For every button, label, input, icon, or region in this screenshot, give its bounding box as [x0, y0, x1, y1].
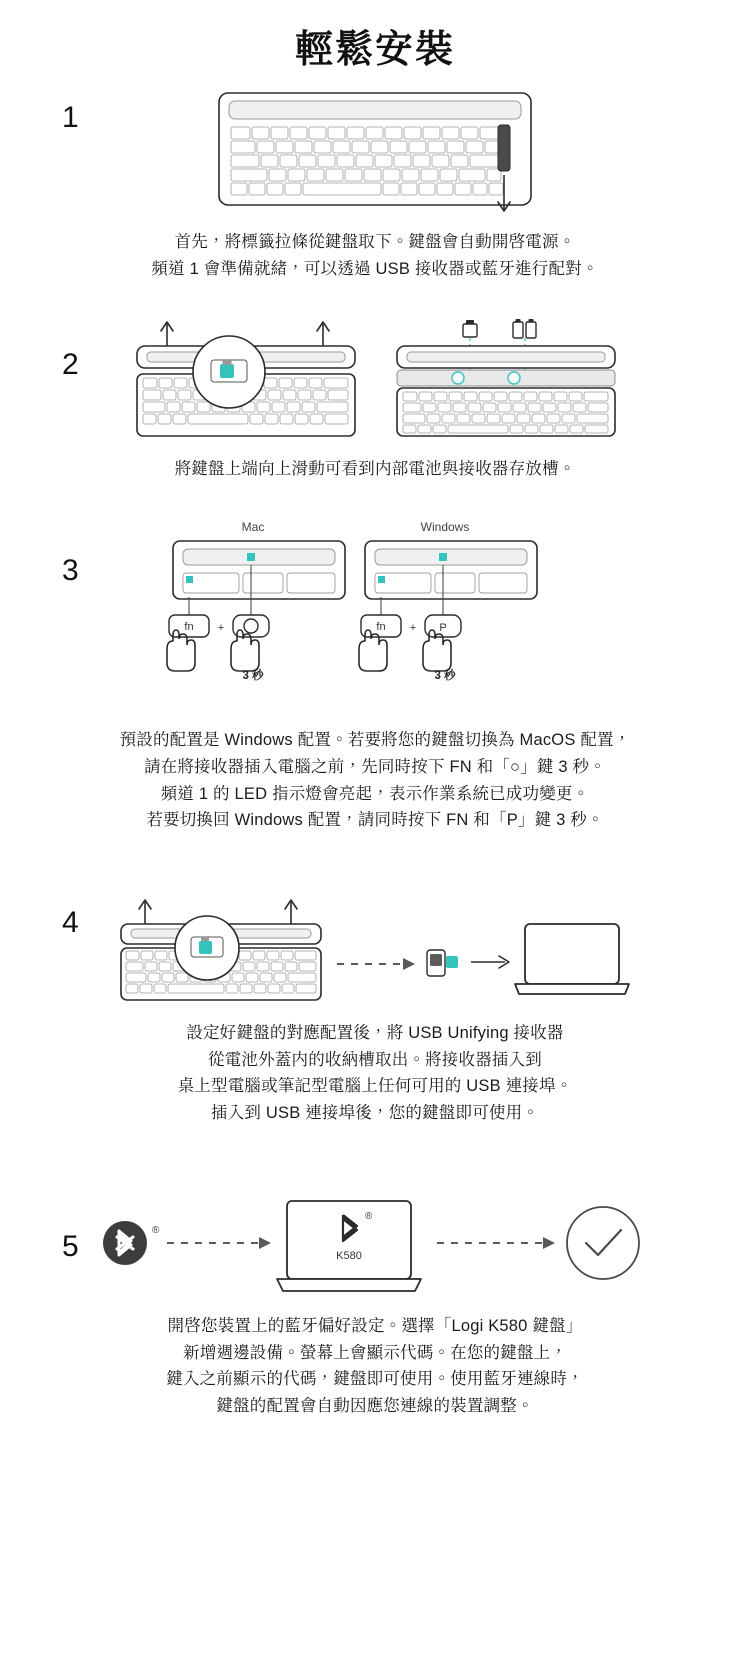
step-5-caption-line-2: 新增週邊設備。螢幕上會顯示代碼。在您的鍵盤上， — [182, 1343, 568, 1362]
step-5-caption-line-3: 鍵入之前顯示的代碼，鍵盤即可使用。使用藍牙連線時， — [166, 1370, 584, 1389]
windows-label: Windows — [420, 520, 470, 535]
keyboard-pull-tab-diagram — [215, 89, 535, 219]
step-3-caption — [0, 717, 750, 834]
windows-fn-key-label: fn — [376, 621, 386, 634]
step-number-5: 5 — [62, 1230, 79, 1263]
step-number-1: 1 — [62, 101, 79, 134]
step-1-caption-line-2: 頻道 1 會準備就緒，可以透過 USB 接收器或藍牙進行配對。 — [151, 259, 599, 278]
step-2-caption-line-1: 將鍵盤上端向上滑動可看到内部電池與接收器存放槽。 — [174, 460, 576, 479]
step-3-caption-line-2: 請在將接收器插入電腦之前，先同時按下 FN 和「○」鍵 3 秒。 — [144, 757, 606, 776]
step-number-3: 3 — [62, 554, 79, 587]
bluetooth-pairing-diagram — [95, 1183, 655, 1303]
step-4-illustration — [0, 890, 750, 1010]
check-circle-icon — [567, 1207, 639, 1279]
page-title: 輕鬆安裝 — [294, 29, 455, 71]
step-5 — [0, 1183, 750, 1420]
screen-bt-registered-mark: ® — [365, 1210, 373, 1222]
step-4-caption — [0, 1010, 750, 1127]
windows-group — [359, 520, 537, 682]
keyboard-open-left — [137, 322, 355, 436]
step-4-caption-line-1: 設定好鍵盤的對應配置後，將 USB Unifying 接收器 — [186, 1024, 564, 1043]
step-1-illustration — [0, 89, 750, 219]
mac-channel-led — [247, 553, 255, 561]
step-4 — [0, 890, 750, 1127]
bluetooth-icon — [103, 1221, 160, 1265]
mac-fn-key-label: fn — [184, 621, 194, 634]
battery-compartment-diagram — [125, 316, 625, 446]
step-number-4: 4 — [62, 906, 79, 939]
step-3 — [0, 517, 750, 834]
step-1-caption — [0, 219, 750, 282]
battery-icon — [513, 319, 536, 338]
step-2 — [0, 316, 750, 483]
step-1 — [0, 79, 750, 282]
windows-plus-label: + — [409, 622, 417, 635]
step-2-illustration — [0, 316, 750, 446]
windows-p-key-label: P — [439, 622, 447, 635]
laptop-with-bluetooth-screen — [277, 1201, 421, 1291]
keyboard-open-right — [397, 319, 615, 436]
step-5-caption-line-4: 鍵盤的配置會自動因應您連線的裝置調整。 — [216, 1397, 534, 1416]
mac-plus-label: + — [217, 622, 225, 635]
bt-flow-arrow-1-head — [259, 1237, 271, 1249]
os-switch-diagram — [125, 517, 625, 717]
step-3-caption-line-4: 若要切換回 Windows 配置，請同時按下 FN 和「P」鍵 3 秒。 — [146, 811, 604, 830]
step-4-caption-line-2: 從電池外蓋内的收納槽取出。將接收器插入到 — [208, 1050, 542, 1069]
step-5-caption — [0, 1303, 750, 1420]
step-3-caption-line-3: 頻道 1 的 LED 指示燈會亮起，表示作業系統已成功變更。 — [160, 784, 590, 803]
step-4-caption-line-4: 插入到 USB 連接埠後，您的鍵盤即可使用。 — [211, 1104, 539, 1123]
mac-group — [167, 520, 345, 682]
bt-flow-arrow-2-head — [543, 1237, 555, 1249]
keyboard-with-receiver — [121, 900, 321, 1000]
step-2-caption — [0, 446, 750, 483]
windows-hold-time: 3 秒 — [434, 670, 456, 683]
bluetooth-registered-mark: ® — [152, 1224, 160, 1236]
usb-receiver — [427, 950, 458, 976]
receiver-to-laptop-diagram — [115, 890, 635, 1010]
step-3-illustration — [0, 517, 750, 717]
usb-receiver-icon — [220, 364, 234, 378]
flow-arrow-1-head — [403, 958, 415, 970]
laptop-icon — [515, 924, 629, 994]
step-1-caption-line-1: 首先，將標籤拉條從鍵盤取下。鍵盤會自動開啓電源。 — [174, 233, 576, 251]
mac-label: Mac — [241, 520, 265, 535]
windows-led-indicator — [378, 576, 385, 583]
step-3-caption-line-1: 預設的配置是 Windows 配置。若要將您的鍵盤切換為 MacOS 配置， — [119, 731, 631, 750]
step-number-2: 2 — [62, 348, 79, 381]
windows-channel-led — [439, 553, 447, 561]
mac-hold-time: 3 秒 — [242, 670, 264, 683]
device-name-label: K580 — [336, 1249, 362, 1262]
step-5-illustration — [0, 1183, 750, 1303]
receiver-slot-icon — [463, 320, 477, 337]
mac-led-indicator — [186, 576, 193, 583]
step-4-caption-line-3: 桌上型電腦或筆記型電腦上任何可用的 USB 連接埠。 — [177, 1077, 573, 1096]
step-5-caption-line-1: 開啓您裝置上的藍牙偏好設定。選擇「Logi K580 鍵盤」 — [167, 1316, 583, 1335]
